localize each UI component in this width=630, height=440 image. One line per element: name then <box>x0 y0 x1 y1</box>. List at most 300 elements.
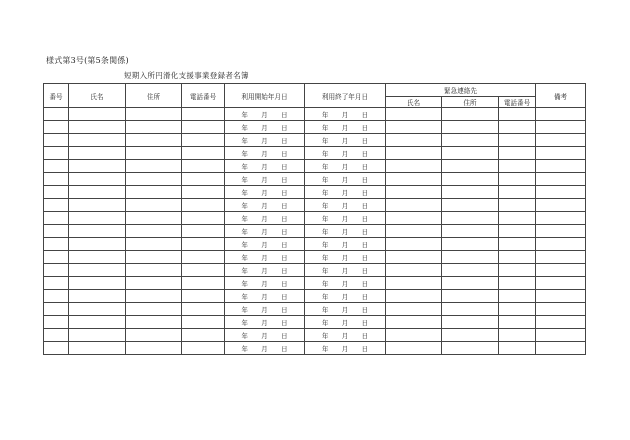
emergency-name-cell[interactable] <box>386 212 442 225</box>
emergency-name-cell[interactable] <box>386 108 442 121</box>
name-cell[interactable] <box>69 108 126 121</box>
header-emergency-name: 氏名 <box>386 97 442 108</box>
remarks-cell[interactable] <box>536 147 586 160</box>
address-cell[interactable] <box>126 264 182 277</box>
emergency-address-cell[interactable] <box>442 290 499 303</box>
date-year-label: 年 <box>322 331 329 340</box>
header-address: 住所 <box>126 84 182 108</box>
address-cell[interactable] <box>126 238 182 251</box>
phone-cell[interactable] <box>182 147 225 160</box>
remarks-cell[interactable] <box>536 134 586 147</box>
date-month-label: 月 <box>261 162 268 171</box>
address-cell[interactable] <box>126 329 182 342</box>
emergency-address-cell[interactable] <box>442 303 499 316</box>
table-row <box>44 186 586 199</box>
remarks-cell[interactable] <box>536 108 586 121</box>
name-cell[interactable] <box>69 147 126 160</box>
number-cell[interactable] <box>44 121 69 134</box>
emergency-name-cell[interactable] <box>386 342 442 355</box>
date-day-label: 日 <box>361 188 368 197</box>
form-number: 様式第3号(第5条関係) <box>46 56 129 65</box>
emergency-address-cell[interactable] <box>442 160 499 173</box>
date-day-label: 日 <box>281 136 288 145</box>
phone-cell[interactable] <box>182 290 225 303</box>
date-month-label: 月 <box>341 149 349 158</box>
date-year-label: 年 <box>322 266 329 275</box>
date-year-label: 年 <box>322 188 329 197</box>
phone-cell[interactable] <box>182 108 225 121</box>
name-cell[interactable] <box>69 134 126 147</box>
name-cell[interactable] <box>69 199 126 212</box>
start-date-cell[interactable] <box>225 134 305 147</box>
date-day-label: 日 <box>361 201 368 210</box>
end-date-cell[interactable] <box>305 251 386 264</box>
date-year-label: 年 <box>241 123 248 132</box>
number-cell[interactable] <box>44 316 69 329</box>
date-year-label: 年 <box>241 149 248 158</box>
phone-cell[interactable] <box>182 186 225 199</box>
end-date-cell[interactable] <box>305 238 386 251</box>
header-emergency-phone: 電話番号 <box>499 97 536 108</box>
date-day-label: 日 <box>281 149 288 158</box>
date-month-label: 月 <box>261 240 268 249</box>
number-cell[interactable] <box>44 329 69 342</box>
date-year-label: 年 <box>322 149 329 158</box>
date-month-label: 月 <box>341 201 349 210</box>
address-cell[interactable] <box>126 199 182 212</box>
date-year-label: 年 <box>241 227 248 236</box>
emergency-phone-cell[interactable] <box>499 160 536 173</box>
emergency-address-cell[interactable] <box>442 212 499 225</box>
table-row <box>44 238 586 251</box>
name-cell[interactable] <box>69 238 126 251</box>
remarks-cell[interactable] <box>536 290 586 303</box>
date-day-label: 日 <box>361 175 368 184</box>
address-cell[interactable] <box>126 251 182 264</box>
date-month-label: 月 <box>341 240 349 249</box>
start-date-cell[interactable] <box>225 173 305 186</box>
date-month-label: 月 <box>261 227 268 236</box>
date-year-label: 年 <box>322 318 329 327</box>
name-cell[interactable] <box>69 303 126 316</box>
date-year-label: 年 <box>322 292 329 301</box>
date-day-label: 日 <box>361 331 368 340</box>
remarks-cell[interactable] <box>536 303 586 316</box>
header-emergency-address: 住所 <box>442 97 499 108</box>
name-cell[interactable] <box>69 264 126 277</box>
emergency-address-cell[interactable] <box>442 251 499 264</box>
date-month-label: 月 <box>341 214 349 223</box>
start-date-cell[interactable] <box>225 329 305 342</box>
number-cell[interactable] <box>44 303 69 316</box>
phone-cell[interactable] <box>182 160 225 173</box>
start-date-cell[interactable] <box>225 342 305 355</box>
name-cell[interactable] <box>69 290 126 303</box>
number-cell[interactable] <box>44 251 69 264</box>
emergency-phone-cell[interactable] <box>499 316 536 329</box>
phone-cell[interactable] <box>182 277 225 290</box>
date-year-label: 年 <box>322 175 329 184</box>
header-remarks: 備考 <box>536 84 586 108</box>
address-cell[interactable] <box>126 121 182 134</box>
table-row <box>44 251 586 264</box>
number-cell[interactable] <box>44 277 69 290</box>
date-month-label: 月 <box>261 110 268 119</box>
emergency-phone-cell[interactable] <box>499 264 536 277</box>
table-row <box>44 329 586 342</box>
name-cell[interactable] <box>69 121 126 134</box>
end-date-cell[interactable] <box>305 147 386 160</box>
date-month-label: 月 <box>341 136 349 145</box>
end-date-cell[interactable] <box>305 342 386 355</box>
date-day-label: 日 <box>361 253 368 262</box>
date-day-label: 日 <box>281 305 288 314</box>
header-phone: 電話番号 <box>182 84 225 108</box>
end-date-cell[interactable] <box>305 316 386 329</box>
end-date-cell[interactable] <box>305 212 386 225</box>
date-month-label: 月 <box>341 175 349 184</box>
phone-cell[interactable] <box>182 199 225 212</box>
date-day-label: 日 <box>281 123 288 132</box>
address-cell[interactable] <box>126 160 182 173</box>
phone-cell[interactable] <box>182 251 225 264</box>
phone-cell[interactable] <box>182 329 225 342</box>
emergency-name-cell[interactable] <box>386 225 442 238</box>
date-day-label: 日 <box>361 149 368 158</box>
emergency-name-cell[interactable] <box>386 134 442 147</box>
remarks-cell[interactable] <box>536 251 586 264</box>
start-date-cell[interactable] <box>225 264 305 277</box>
table-row <box>44 108 586 121</box>
date-day-label: 日 <box>281 253 288 262</box>
date-month-label: 月 <box>261 188 268 197</box>
remarks-cell[interactable] <box>536 264 586 277</box>
emergency-name-cell[interactable] <box>386 186 442 199</box>
emergency-address-cell[interactable] <box>442 264 499 277</box>
end-date-cell[interactable] <box>305 303 386 316</box>
date-day-label: 日 <box>361 227 368 236</box>
emergency-name-cell[interactable] <box>386 173 442 186</box>
date-month-label: 月 <box>261 292 268 301</box>
date-day-label: 日 <box>361 292 368 301</box>
emergency-address-cell[interactable] <box>442 121 499 134</box>
address-cell[interactable] <box>126 134 182 147</box>
date-year-label: 年 <box>322 110 329 119</box>
emergency-phone-cell[interactable] <box>499 303 536 316</box>
date-year-label: 年 <box>241 175 248 184</box>
date-month-label: 月 <box>261 149 268 158</box>
number-cell[interactable] <box>44 199 69 212</box>
emergency-phone-cell[interactable] <box>499 147 536 160</box>
date-month-label: 月 <box>341 253 349 262</box>
date-day-label: 日 <box>361 123 368 132</box>
address-cell[interactable] <box>126 316 182 329</box>
phone-cell[interactable] <box>182 316 225 329</box>
end-date-cell[interactable] <box>305 277 386 290</box>
date-year-label: 年 <box>241 292 248 301</box>
end-date-cell[interactable] <box>305 199 386 212</box>
emergency-phone-cell[interactable] <box>499 290 536 303</box>
start-date-cell[interactable] <box>225 147 305 160</box>
date-month-label: 月 <box>261 136 268 145</box>
emergency-phone-cell[interactable] <box>499 121 536 134</box>
phone-cell[interactable] <box>182 264 225 277</box>
date-day-label: 日 <box>361 110 368 119</box>
date-year-label: 年 <box>322 344 329 353</box>
end-date-cell[interactable] <box>305 134 386 147</box>
date-day-label: 日 <box>281 110 288 119</box>
emergency-phone-cell[interactable] <box>499 212 536 225</box>
start-date-cell[interactable] <box>225 160 305 173</box>
number-cell[interactable] <box>44 108 69 121</box>
table-row <box>44 212 586 225</box>
remarks-cell[interactable] <box>536 238 586 251</box>
document-title: 短期入所円滑化支援事業登録者名簿 <box>124 71 249 80</box>
start-date-cell[interactable] <box>225 225 305 238</box>
phone-cell[interactable] <box>182 238 225 251</box>
number-cell[interactable] <box>44 264 69 277</box>
emergency-address-cell[interactable] <box>442 238 499 251</box>
emergency-phone-cell[interactable] <box>499 238 536 251</box>
name-cell[interactable] <box>69 212 126 225</box>
end-date-cell[interactable] <box>305 108 386 121</box>
date-day-label: 日 <box>281 292 288 301</box>
date-day-label: 日 <box>361 162 368 171</box>
name-cell[interactable] <box>69 173 126 186</box>
name-cell[interactable] <box>69 225 126 238</box>
emergency-phone-cell[interactable] <box>499 186 536 199</box>
start-date-cell[interactable] <box>225 251 305 264</box>
start-date-cell[interactable] <box>225 303 305 316</box>
remarks-cell[interactable] <box>536 186 586 199</box>
end-date-cell[interactable] <box>305 225 386 238</box>
emergency-phone-cell[interactable] <box>499 108 536 121</box>
table-row <box>44 303 586 316</box>
address-cell[interactable] <box>126 173 182 186</box>
emergency-name-cell[interactable] <box>386 329 442 342</box>
date-day-label: 日 <box>361 266 368 275</box>
date-month-label: 月 <box>341 123 349 132</box>
start-date-cell[interactable] <box>225 121 305 134</box>
remarks-cell[interactable] <box>536 225 586 238</box>
date-year-label: 年 <box>241 214 248 223</box>
remarks-cell[interactable] <box>536 316 586 329</box>
emergency-name-cell[interactable] <box>386 147 442 160</box>
date-month-label: 月 <box>261 123 268 132</box>
date-year-label: 年 <box>241 162 248 171</box>
emergency-name-cell[interactable] <box>386 238 442 251</box>
start-date-cell[interactable] <box>225 277 305 290</box>
date-day-label: 日 <box>281 266 288 275</box>
date-month-label: 月 <box>261 175 268 184</box>
number-cell[interactable] <box>44 173 69 186</box>
address-cell[interactable] <box>126 108 182 121</box>
name-cell[interactable] <box>69 329 126 342</box>
phone-cell[interactable] <box>182 225 225 238</box>
emergency-address-cell[interactable] <box>442 199 499 212</box>
date-year-label: 年 <box>241 331 248 340</box>
header-number: 番号 <box>44 84 69 108</box>
address-cell[interactable] <box>126 303 182 316</box>
emergency-name-cell[interactable] <box>386 277 442 290</box>
date-year-label: 年 <box>241 136 248 145</box>
date-day-label: 日 <box>281 279 288 288</box>
emergency-address-cell[interactable] <box>442 329 499 342</box>
emergency-phone-cell[interactable] <box>499 342 536 355</box>
emergency-address-cell[interactable] <box>442 147 499 160</box>
end-date-cell[interactable] <box>305 329 386 342</box>
emergency-address-cell[interactable] <box>442 316 499 329</box>
start-date-cell[interactable] <box>225 316 305 329</box>
remarks-cell[interactable] <box>536 199 586 212</box>
header-emergency-contact: 緊急連絡先 <box>386 84 536 97</box>
emergency-name-cell[interactable] <box>386 199 442 212</box>
emergency-phone-cell[interactable] <box>499 251 536 264</box>
emergency-name-cell[interactable] <box>386 316 442 329</box>
emergency-name-cell[interactable] <box>386 290 442 303</box>
address-cell[interactable] <box>126 147 182 160</box>
number-cell[interactable] <box>44 147 69 160</box>
end-date-cell[interactable] <box>305 290 386 303</box>
number-cell[interactable] <box>44 160 69 173</box>
date-day-label: 日 <box>361 279 368 288</box>
date-month-label: 月 <box>341 318 349 327</box>
date-year-label: 年 <box>322 201 329 210</box>
remarks-cell[interactable] <box>536 342 586 355</box>
date-day-label: 日 <box>281 344 288 353</box>
phone-cell[interactable] <box>182 134 225 147</box>
number-cell[interactable] <box>44 225 69 238</box>
number-cell[interactable] <box>44 342 69 355</box>
number-cell[interactable] <box>44 290 69 303</box>
start-date-cell[interactable] <box>225 186 305 199</box>
number-cell[interactable] <box>44 186 69 199</box>
remarks-cell[interactable] <box>536 212 586 225</box>
address-cell[interactable] <box>126 277 182 290</box>
name-cell[interactable] <box>69 277 126 290</box>
emergency-name-cell[interactable] <box>386 121 442 134</box>
registry-body <box>44 108 586 355</box>
date-day-label: 日 <box>281 214 288 223</box>
date-month-label: 月 <box>341 279 349 288</box>
table-row <box>44 134 586 147</box>
emergency-phone-cell[interactable] <box>499 134 536 147</box>
remarks-cell[interactable] <box>536 329 586 342</box>
emergency-phone-cell[interactable] <box>499 277 536 290</box>
table-row <box>44 290 586 303</box>
emergency-address-cell[interactable] <box>442 225 499 238</box>
table-row <box>44 199 586 212</box>
start-date-cell[interactable] <box>225 199 305 212</box>
name-cell[interactable] <box>69 342 126 355</box>
end-date-cell[interactable] <box>305 186 386 199</box>
date-month-label: 月 <box>261 318 268 327</box>
name-cell[interactable] <box>69 251 126 264</box>
start-date-cell[interactable] <box>225 290 305 303</box>
date-year-label: 年 <box>241 110 248 119</box>
start-date-cell[interactable] <box>225 108 305 121</box>
emergency-name-cell[interactable] <box>386 303 442 316</box>
emergency-address-cell[interactable] <box>442 186 499 199</box>
address-cell[interactable] <box>126 342 182 355</box>
address-cell[interactable] <box>126 212 182 225</box>
emergency-name-cell[interactable] <box>386 264 442 277</box>
remarks-cell[interactable] <box>536 160 586 173</box>
table-row <box>44 277 586 290</box>
date-day-label: 日 <box>361 318 368 327</box>
number-cell[interactable] <box>44 212 69 225</box>
remarks-cell[interactable] <box>536 277 586 290</box>
number-cell[interactable] <box>44 134 69 147</box>
emergency-phone-cell[interactable] <box>499 329 536 342</box>
date-day-label: 日 <box>361 136 368 145</box>
emergency-name-cell[interactable] <box>386 160 442 173</box>
date-month-label: 月 <box>341 292 349 301</box>
phone-cell[interactable] <box>182 173 225 186</box>
date-year-label: 年 <box>322 162 329 171</box>
table-row <box>44 264 586 277</box>
phone-cell[interactable] <box>182 303 225 316</box>
date-year-label: 年 <box>322 214 329 223</box>
table-row <box>44 173 586 186</box>
emergency-name-cell[interactable] <box>386 251 442 264</box>
name-cell[interactable] <box>69 316 126 329</box>
phone-cell[interactable] <box>182 342 225 355</box>
end-date-cell[interactable] <box>305 160 386 173</box>
date-month-label: 月 <box>341 331 349 340</box>
start-date-cell[interactable] <box>225 238 305 251</box>
date-year-label: 年 <box>241 305 248 314</box>
emergency-phone-cell[interactable] <box>499 225 536 238</box>
date-year-label: 年 <box>322 123 329 132</box>
address-cell[interactable] <box>126 225 182 238</box>
date-month-label: 月 <box>261 253 268 262</box>
date-year-label: 年 <box>322 305 329 314</box>
emergency-address-cell[interactable] <box>442 134 499 147</box>
date-month-label: 月 <box>341 188 349 197</box>
phone-cell[interactable] <box>182 212 225 225</box>
date-day-label: 日 <box>361 240 368 249</box>
date-year-label: 年 <box>241 344 248 353</box>
date-year-label: 年 <box>241 201 248 210</box>
emergency-phone-cell[interactable] <box>499 199 536 212</box>
emergency-address-cell[interactable] <box>442 342 499 355</box>
remarks-cell[interactable] <box>536 173 586 186</box>
start-date-cell[interactable] <box>225 212 305 225</box>
date-day-label: 日 <box>361 344 368 353</box>
date-day-label: 日 <box>281 188 288 197</box>
address-cell[interactable] <box>126 186 182 199</box>
phone-cell[interactable] <box>182 121 225 134</box>
name-cell[interactable] <box>69 186 126 199</box>
address-cell[interactable] <box>126 290 182 303</box>
emergency-address-cell[interactable] <box>442 108 499 121</box>
emergency-address-cell[interactable] <box>442 277 499 290</box>
header-start-date: 利用開始年月日 <box>225 84 305 108</box>
date-month-label: 月 <box>261 201 268 210</box>
remarks-cell[interactable] <box>536 121 586 134</box>
date-day-label: 日 <box>281 331 288 340</box>
date-month-label: 月 <box>261 331 268 340</box>
number-cell[interactable] <box>44 238 69 251</box>
emergency-address-cell[interactable] <box>442 173 499 186</box>
date-day-label: 日 <box>361 305 368 314</box>
name-cell[interactable] <box>69 160 126 173</box>
end-date-cell[interactable] <box>305 121 386 134</box>
end-date-cell[interactable] <box>305 173 386 186</box>
emergency-phone-cell[interactable] <box>499 173 536 186</box>
end-date-cell[interactable] <box>305 264 386 277</box>
